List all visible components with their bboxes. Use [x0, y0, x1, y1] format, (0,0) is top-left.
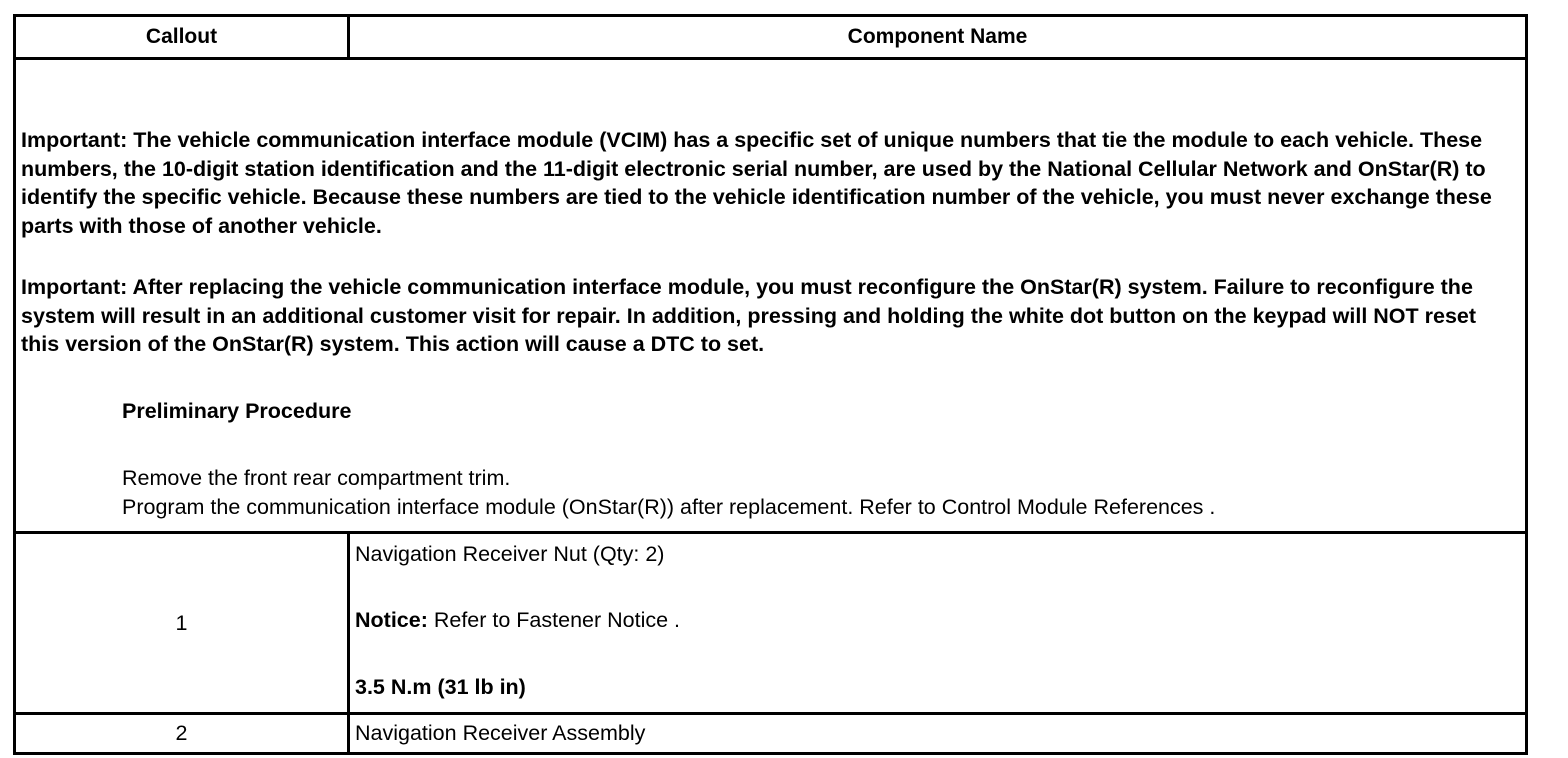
component-table	[13, 14, 1528, 755]
header-callout: Callout	[16, 17, 350, 57]
notice-text: Refer to Fastener Notice .	[427, 608, 681, 632]
table-row	[16, 715, 1525, 752]
notice-label: Notice:	[355, 608, 428, 632]
torque-spec: 3.5 N.m (31 lb in)	[355, 675, 526, 699]
preliminary-step: Program the communication interface module (OnStar(R)) after replacement. Refer to Control Module References .	[122, 494, 1216, 519]
callout-number: 1	[16, 534, 350, 712]
table-header-row	[16, 17, 1525, 60]
fastener-notice	[355, 608, 680, 633]
important-notes-cell	[16, 60, 1525, 531]
table-row	[16, 534, 1525, 715]
important-notes-row	[16, 60, 1525, 534]
important-note-reconfigure: Important: After replacing the vehicle communication interface module, you must reconfigure the OnStar(R) system. Failure to reconfigure the system will result in an additional customer visit for repair. In addition, pressing and holding the white dot button on the keypad will NOT reset this version of the OnStar(R) system. This action will cause a DTC to set.	[21, 275, 1477, 356]
component-cell	[350, 534, 1525, 712]
important-note-vcim: Important: The vehicle communication interface module (VCIM) has a specific set of unique numbers that tie the module to each vehicle. These numbers, the 10-digit station identification and the 11-digit electronic serial number, are used by the National Cellular Network and OnStar(R) to identify the specific vehicle. Because these numbers are tied to the vehicle identification number of the vehicle, you must never exchange these parts with those of another vehicle.	[21, 128, 1492, 238]
component-name: Navigation Receiver Nut (Qty: 2)	[355, 542, 665, 566]
callout-number: 2	[16, 715, 350, 752]
component-name: Navigation Receiver Assembly	[355, 721, 646, 745]
preliminary-procedure-title: Preliminary Procedure	[122, 398, 352, 423]
header-component-name: Component Name	[847, 25, 1028, 48]
preliminary-step: Remove the front rear compartment trim.	[122, 466, 511, 490]
